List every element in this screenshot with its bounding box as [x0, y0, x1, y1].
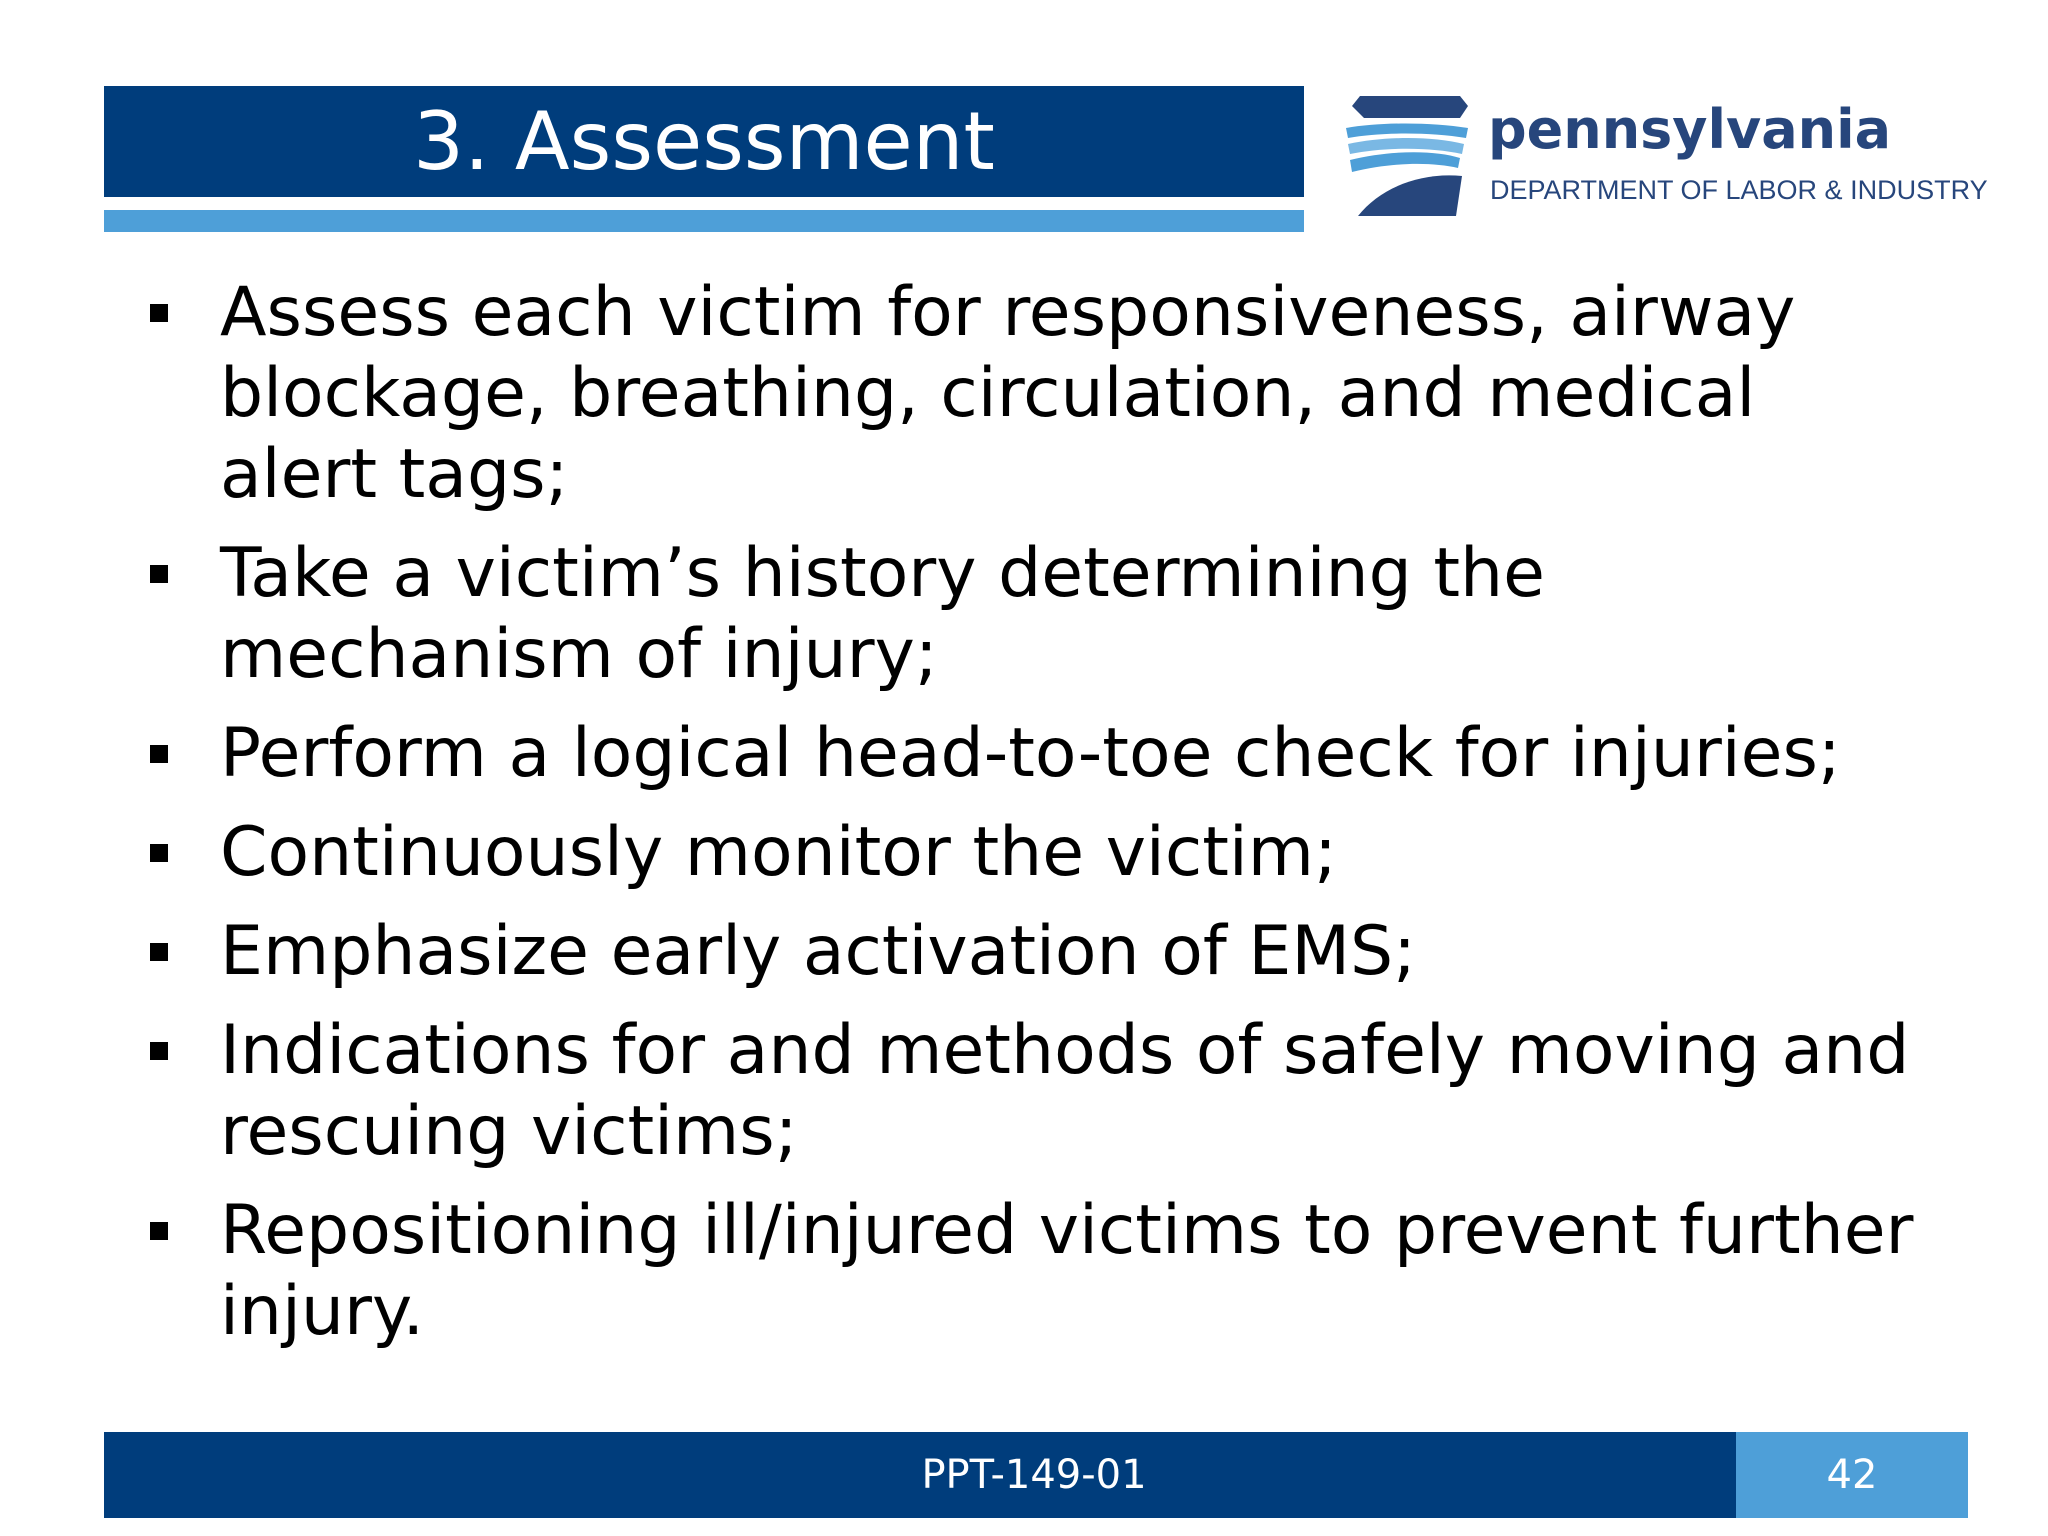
square-bullet-icon	[150, 844, 168, 862]
slide-title: 3. Assessment	[413, 95, 995, 188]
list-item	[130, 533, 1920, 695]
square-bullet-icon	[150, 304, 168, 322]
bullet-text: Perform a logical head-to-toe check for injuries;	[220, 714, 1841, 793]
logo-name: pennsylvania	[1488, 98, 1892, 161]
list-item	[130, 713, 1920, 794]
keystone-icon	[1340, 92, 1480, 222]
bullet-text: Continuously monitor the victim;	[220, 813, 1337, 892]
bullet-text: Assess each victim for responsiveness, airway blockage, breathing, circulation, and medical alert tags;	[220, 273, 1796, 514]
list-item	[130, 1010, 1920, 1172]
bullet-text: Indications for and methods of safely moving and rescuing victims;	[220, 1011, 1910, 1171]
bullet-text: Take a victim’s history determining the mechanism of injury;	[220, 534, 1545, 694]
page-number: 42	[1826, 1452, 1878, 1498]
list-item	[130, 1190, 1920, 1352]
list-item	[130, 812, 1920, 893]
logo-department: DEPARTMENT OF LABOR & INDUSTRY	[1490, 175, 1988, 205]
square-bullet-icon	[150, 1222, 168, 1240]
square-bullet-icon	[150, 943, 168, 961]
bullet-list	[130, 272, 1920, 1370]
footer-code: PPT-149-01	[921, 1452, 1147, 1498]
square-bullet-icon	[150, 745, 168, 763]
title-underline	[104, 210, 1304, 232]
list-item	[130, 911, 1920, 992]
square-bullet-icon	[150, 1042, 168, 1060]
square-bullet-icon	[150, 565, 168, 583]
bullet-text: Emphasize early activation of EMS;	[220, 912, 1417, 991]
pennsylvania-logo	[1340, 92, 2000, 227]
bullet-text: Repositioning ill/injured victims to prevent further injury.	[220, 1191, 1914, 1351]
list-item	[130, 272, 1920, 515]
